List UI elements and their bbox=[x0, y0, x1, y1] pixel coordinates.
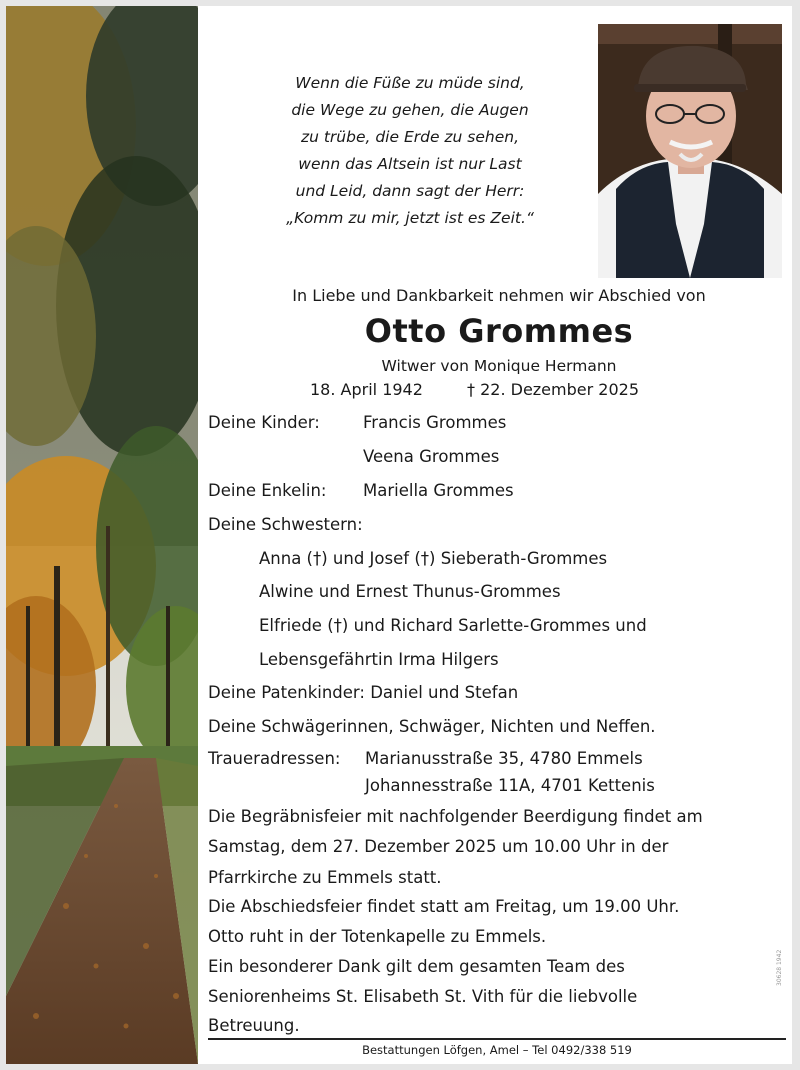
funeral-note: Ein besonderer Dank gilt dem gesamten Team des bbox=[208, 957, 625, 976]
children-label: Deine Kinder: bbox=[208, 413, 320, 432]
poem-line: wenn das Altsein ist nur Last bbox=[298, 155, 522, 173]
addresses-label: Traueradressen: bbox=[208, 749, 341, 768]
child-name: Veena Grommes bbox=[363, 447, 500, 466]
widow-of: Witwer von Monique Hermann bbox=[381, 357, 617, 375]
forest-path-photo bbox=[6, 6, 198, 1064]
address-line: Marianusstraße 35, 4780 Emmels bbox=[365, 749, 643, 768]
funeral-note: Pfarrkirche zu Emmels statt. bbox=[208, 868, 442, 887]
deceased-name: Otto Grommes bbox=[364, 312, 634, 350]
funeral-note: Otto ruht in der Totenkapelle zu Emmels. bbox=[208, 927, 547, 946]
funeral-note: Die Abschiedsfeier findet statt am Freitag, um 19.00 Uhr. bbox=[208, 897, 680, 916]
inlaws-line: Deine Schwägerinnen, Schwäger, Nichten und Neffen. bbox=[208, 717, 656, 736]
poem bbox=[240, 70, 580, 232]
funeral-note: Die Begräbnisfeier mit nachfolgender Beerdigung findet am bbox=[208, 807, 703, 826]
reference-code: 30628 1942 bbox=[776, 949, 783, 986]
poem-line: zu trübe, die Erde zu sehen, bbox=[300, 128, 520, 146]
sister-entry: Anna (†) und Josef (†) Sieberath-Grommes bbox=[259, 549, 608, 568]
poem-line: Wenn die Füße zu müde sind, bbox=[295, 74, 525, 92]
child-name: Francis Grommes bbox=[363, 413, 507, 432]
funeral-note: Betreuung. bbox=[208, 1016, 300, 1035]
godchildren-line: Deine Patenkinder: Daniel und Stefan bbox=[208, 683, 519, 702]
footer-divider bbox=[208, 1038, 786, 1040]
funeral-note: Seniorenheims St. Elisabeth St. Vith für die liebvolle bbox=[208, 987, 638, 1006]
poem-line: die Wege zu gehen, die Augen bbox=[291, 101, 529, 119]
intro-text: In Liebe und Dankbarkeit nehmen wir Abschied von bbox=[292, 286, 706, 305]
obituary-card bbox=[6, 6, 792, 1064]
sister-entry: Lebensgefährtin Irma Hilgers bbox=[259, 650, 499, 669]
poem-line: und Leid, dann sagt der Herr: bbox=[295, 182, 525, 200]
sisters-label: Deine Schwestern: bbox=[208, 515, 363, 534]
death-date: † 22. Dezember 2025 bbox=[467, 380, 639, 399]
address-line: Johannesstraße 11A, 4701 Kettenis bbox=[365, 776, 655, 795]
poem-line: „Komm zu mir, jetzt ist es Zeit.“ bbox=[286, 209, 534, 227]
sister-entry: Alwine und Ernest Thunus-Grommes bbox=[259, 582, 561, 601]
grandchild-name: Mariella Grommes bbox=[363, 481, 514, 500]
grandchild-label: Deine Enkelin: bbox=[208, 481, 327, 500]
sister-entry: Elfriede (†) und Richard Sarlette-Grommes und bbox=[259, 616, 647, 635]
birth-date: 18. April 1942 bbox=[310, 380, 423, 399]
portrait-photo bbox=[598, 24, 782, 278]
funeral-note: Samstag, dem 27. Dezember 2025 um 10.00 Uhr in der bbox=[208, 837, 669, 856]
funeral-home-footer: Bestattungen Löfgen, Amel – Tel 0492/338 519 bbox=[362, 1043, 632, 1057]
